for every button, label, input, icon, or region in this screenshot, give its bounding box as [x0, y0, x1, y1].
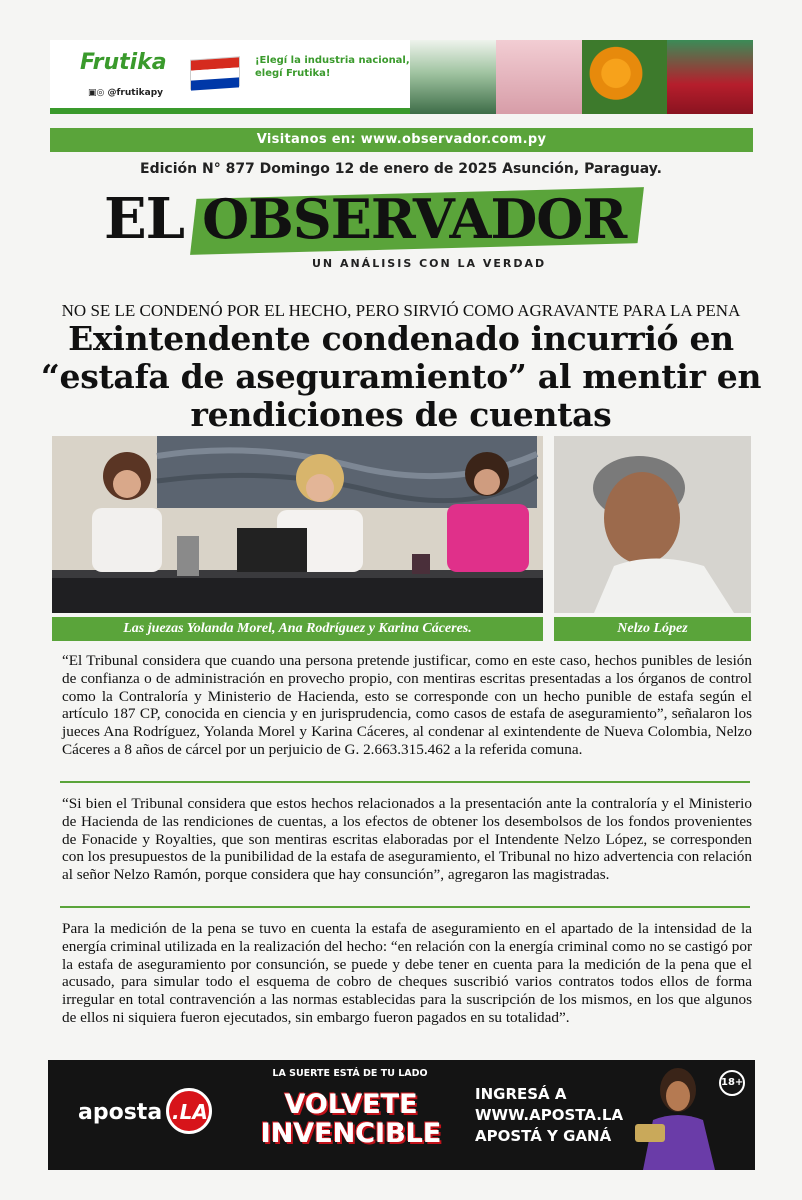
age-restriction-badge: 18+: [719, 1070, 745, 1096]
aposta-logo-suffix: .LA: [172, 1100, 208, 1124]
masthead: [104, 188, 640, 250]
nelzo-lopez-photo: [554, 436, 751, 613]
masthead-tagline: UN ANÁLISIS CON LA VERDAD: [312, 257, 547, 270]
paraguay-flag-icon: [190, 56, 240, 89]
site-url-bar[interactable]: Visitanos en: www.observador.com.py: [50, 128, 753, 152]
masthead-observador: OBSERVADOR: [194, 191, 640, 247]
paragraph-divider-1: [60, 781, 750, 783]
aposta-headline: VOLVETE INVENCIBLE: [260, 1089, 442, 1149]
frutika-advertisement[interactable]: [50, 40, 753, 114]
athlete-image: [623, 1060, 723, 1170]
judges-photo: [52, 436, 543, 613]
frutika-logo: Frutika: [80, 50, 167, 75]
ad-stripe: [50, 108, 410, 114]
aposta-la-advertisement[interactable]: [48, 1060, 755, 1170]
article-kicker: NO SE LE CONDENÓ POR EL HECHO, PERO SIRVIÓ COMO AGRAVANTE PARA LA PENA: [61, 301, 741, 320]
aposta-top-line: LA SUERTE ESTÁ DE TU LADO: [272, 1068, 428, 1079]
nelzo-photo-caption: Nelzo López: [554, 617, 751, 641]
article-paragraph-1: “El Tribunal considera que cuando una persona pretende justificar, como en este caso, hechos punibles de lesión de confianza o de administración en provecho propio, con mentiras escritas presentadas a los órganos de control como la Contraloría y Ministerio de Hacienda, esto se corresponde con un hecho punible de estafa según el artículo 187 CP, conocida en ciencia y en jurisprudencia, como casos de estafa de aseguramiento”, señalaron los jueces Ana Rodríguez, Yolanda Morel y Karina Cáceres, al condenar al exintendente de Nueva Colombia, Nelzo Cáceres a 8 años de cárcel por un perjuicio de G. 2.663.315.462 a la referida comuna.: [62, 652, 752, 758]
frutika-slogan: ¡Elegí la industria nacional, elegí Frutika!: [255, 55, 410, 79]
judges-photo-caption: Las juezas Yolanda Morel, Ana Rodríguez y Karina Cáceres.: [52, 617, 543, 641]
aposta-cta[interactable]: INGRESÁ A WWW.APOSTA.LA APOSTÁ Y GANÁ: [475, 1085, 624, 1145]
paragraph-divider-2: [60, 906, 750, 908]
juice-box-image: [496, 40, 582, 114]
edition-info: Edición N° 877 Domingo 12 de enero de 2025 Asunción, Paraguay.: [140, 161, 662, 177]
masthead-el: EL: [104, 186, 185, 252]
oranges-image: [582, 40, 668, 114]
factory-image: [410, 40, 496, 114]
shelf-image: [667, 40, 753, 114]
aposta-logo-text: aposta: [78, 1100, 163, 1125]
facebook-instagram-icon: ▣◎: [88, 88, 108, 98]
frutika-social-handle: ▣◎ @frutikapy: [88, 88, 164, 98]
article-headline: Exintendente condenado incurrió en “estafa de aseguramiento” al mentir en rendiciones de cuentas: [40, 319, 762, 434]
frutika-product-images: [410, 40, 753, 114]
article-paragraph-2: “Si bien el Tribunal considera que estos hechos relacionados a la presentación ante la contraloría y el Ministerio de Hacienda de las rendiciones de cuentas, a los efectos de obtener los desembolsos de los fondos provenientes de Fonacide y Royalties, que son mentiras escritas elaboradas por el Intendente Nelzo López, se corresponden con los presupuestos de la punibilidad de la estafa de aseguramiento, el Tribunal no hizo advertencia con relación al señor Nelzo Ramón, porque considera que hay consunción”, agregaron las magistradas.: [62, 795, 752, 884]
nelzo-lopez-illustration: [554, 436, 751, 613]
judges-photo-illustration: [52, 436, 543, 613]
article-paragraph-3: Para la medición de la pena se tuvo en cuenta la estafa de aseguramiento en el apartado de la intensidad de la energía criminal utilizada en la realización del hecho: “en relación con la energía criminal como no se castigó por la estafa de aseguramiento por consunción, se puede y debe tener en cuenta para la medición de la pena que el acusado, para simular todo el esquema de cobro de cheques suscribió varios contratos todos ellos de forma irregular en total contravención a las normas establecidas para la suscripción de los mismos, en los que algunos de ellos ni siquiera fueron ejecutados, sin embargo fueron pagados en su totalidad”.: [62, 920, 752, 1026]
frutika-ad-left: [50, 40, 410, 114]
